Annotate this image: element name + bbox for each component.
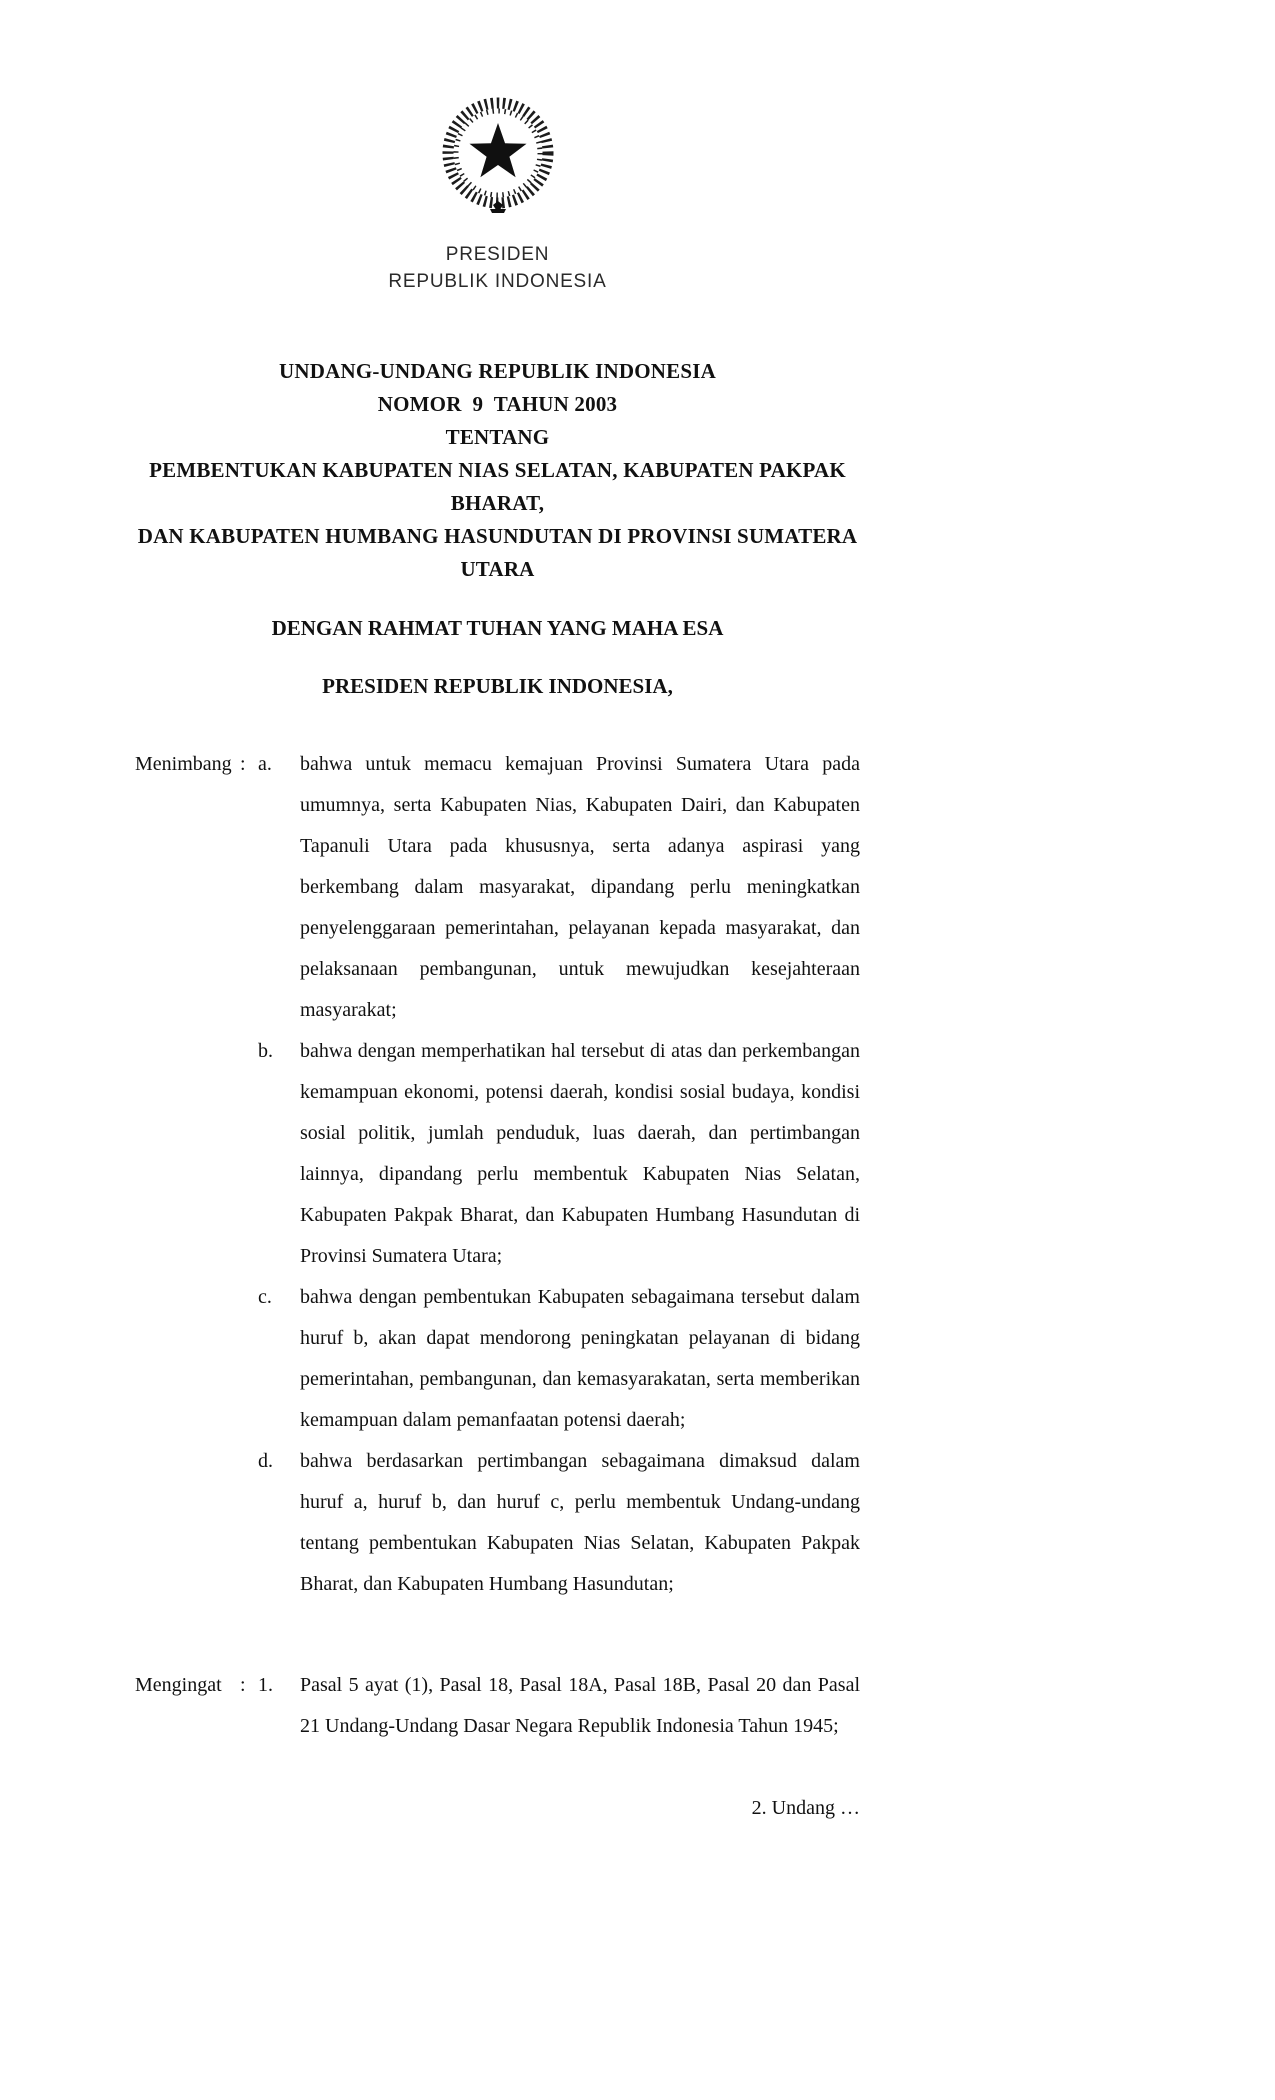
considering-label: Menimbang: [135, 753, 232, 775]
item-text: bahwa untuk memacu kemajuan Provinsi Sumatera Utara pada umumnya, serta Kabupaten Nias, Kabupaten Dairi, dan Kabupaten Tapanuli Utara pada khususnya, serta adanya aspirasi yang berkembang dalam masyarakat, dipandang perlu meningkatkan penyelenggaraan pemerintahan, pelayanan kepada masyarakat, dan pelaksanaan pembangunan, untuk mewujudkan kesejahteraan masyarakat;: [300, 753, 860, 1021]
letterhead-line1: PRESIDEN: [445, 244, 550, 265]
document-content: [135, 95, 860, 1820]
item-marker: b.: [258, 1040, 273, 1062]
law-title-line5: DAN KABUPATEN HUMBANG HASUNDUTAN DI PROVINSI SUMATERA UTARA: [137, 524, 858, 581]
law-title-block: [135, 355, 860, 586]
invocation-line: DENGAN RAHMAT TUHAN YANG MAHA ESA: [271, 616, 724, 640]
state-emblem-icon: [438, 95, 558, 220]
letterhead-line2: REPUBLIK INDONESIA: [388, 271, 607, 292]
law-title-line4: PEMBENTUKAN KABUPATEN NIAS SELATAN, KABUPATEN PAKPAK BHARAT,: [149, 458, 846, 515]
considering-item-b: [135, 1031, 860, 1277]
item-text: Pasal 5 ayat (1), Pasal 18, Pasal 18A, Pasal 18B, Pasal 20 dan Pasal 21 Undang-Undang Dasar Negara Republik Indonesia Tahun 1945;: [300, 1674, 860, 1737]
law-title-line1: UNDANG-UNDANG REPUBLIK INDONESIA: [279, 359, 716, 383]
item-marker: d.: [258, 1450, 273, 1472]
authority-line: PRESIDEN REPUBLIK INDONESIA,: [322, 674, 673, 698]
recalling-block: [135, 1665, 860, 1747]
considering-item-d: [135, 1441, 860, 1605]
item-marker: 1.: [258, 1674, 273, 1696]
law-title-line3: TENTANG: [445, 425, 550, 449]
recalling-item-1: [135, 1665, 860, 1747]
star-icon: [469, 123, 526, 177]
considering-item-c: [135, 1277, 860, 1441]
item-text: bahwa dengan pembentukan Kabupaten sebagaimana tersebut dalam huruf b, akan dapat mendorong peningkatan pelayanan di bidang pemerintahan, pembangunan, dan kemasyarakatan, serta memberikan kemampuan dalam pemanfaatan potensi daerah;: [300, 1286, 860, 1431]
item-marker: a.: [258, 753, 272, 775]
recalling-colon: :: [240, 1674, 246, 1696]
recalling-label: Mengingat: [135, 1674, 222, 1696]
considering-block: [135, 744, 860, 1605]
considering-colon: :: [240, 753, 246, 775]
item-marker: c.: [258, 1286, 272, 1308]
letterhead: [135, 95, 860, 295]
item-text: bahwa dengan memperhatikan hal tersebut di atas dan perkembangan kemampuan ekonomi, potensi daerah, kondisi sosial budaya, kondisi sosial politik, jumlah penduduk, luas daerah, dan pertimbangan lainnya, dipandang perlu membentuk Kabupaten Nias Selatan, Kabupaten Pakpak Bharat, dan Kabupaten Humbang Hasundutan di Provinsi Sumatera Utara;: [300, 1040, 860, 1267]
letterhead-text: [135, 241, 860, 295]
item-text: bahwa berdasarkan pertimbangan sebagaimana dimaksud dalam huruf a, huruf b, dan huruf c, perlu membentuk Undang-undang tentang pembentukan Kabupaten Nias Selatan, Kabupaten Pakpak Bharat, dan Kabupaten Humbang Hasundutan;: [300, 1450, 860, 1595]
considering-item-a: [135, 744, 860, 1031]
law-title-line2: NOMOR 9 TAHUN 2003: [377, 392, 618, 416]
page-catchword: 2. Undang …: [751, 1797, 860, 1819]
